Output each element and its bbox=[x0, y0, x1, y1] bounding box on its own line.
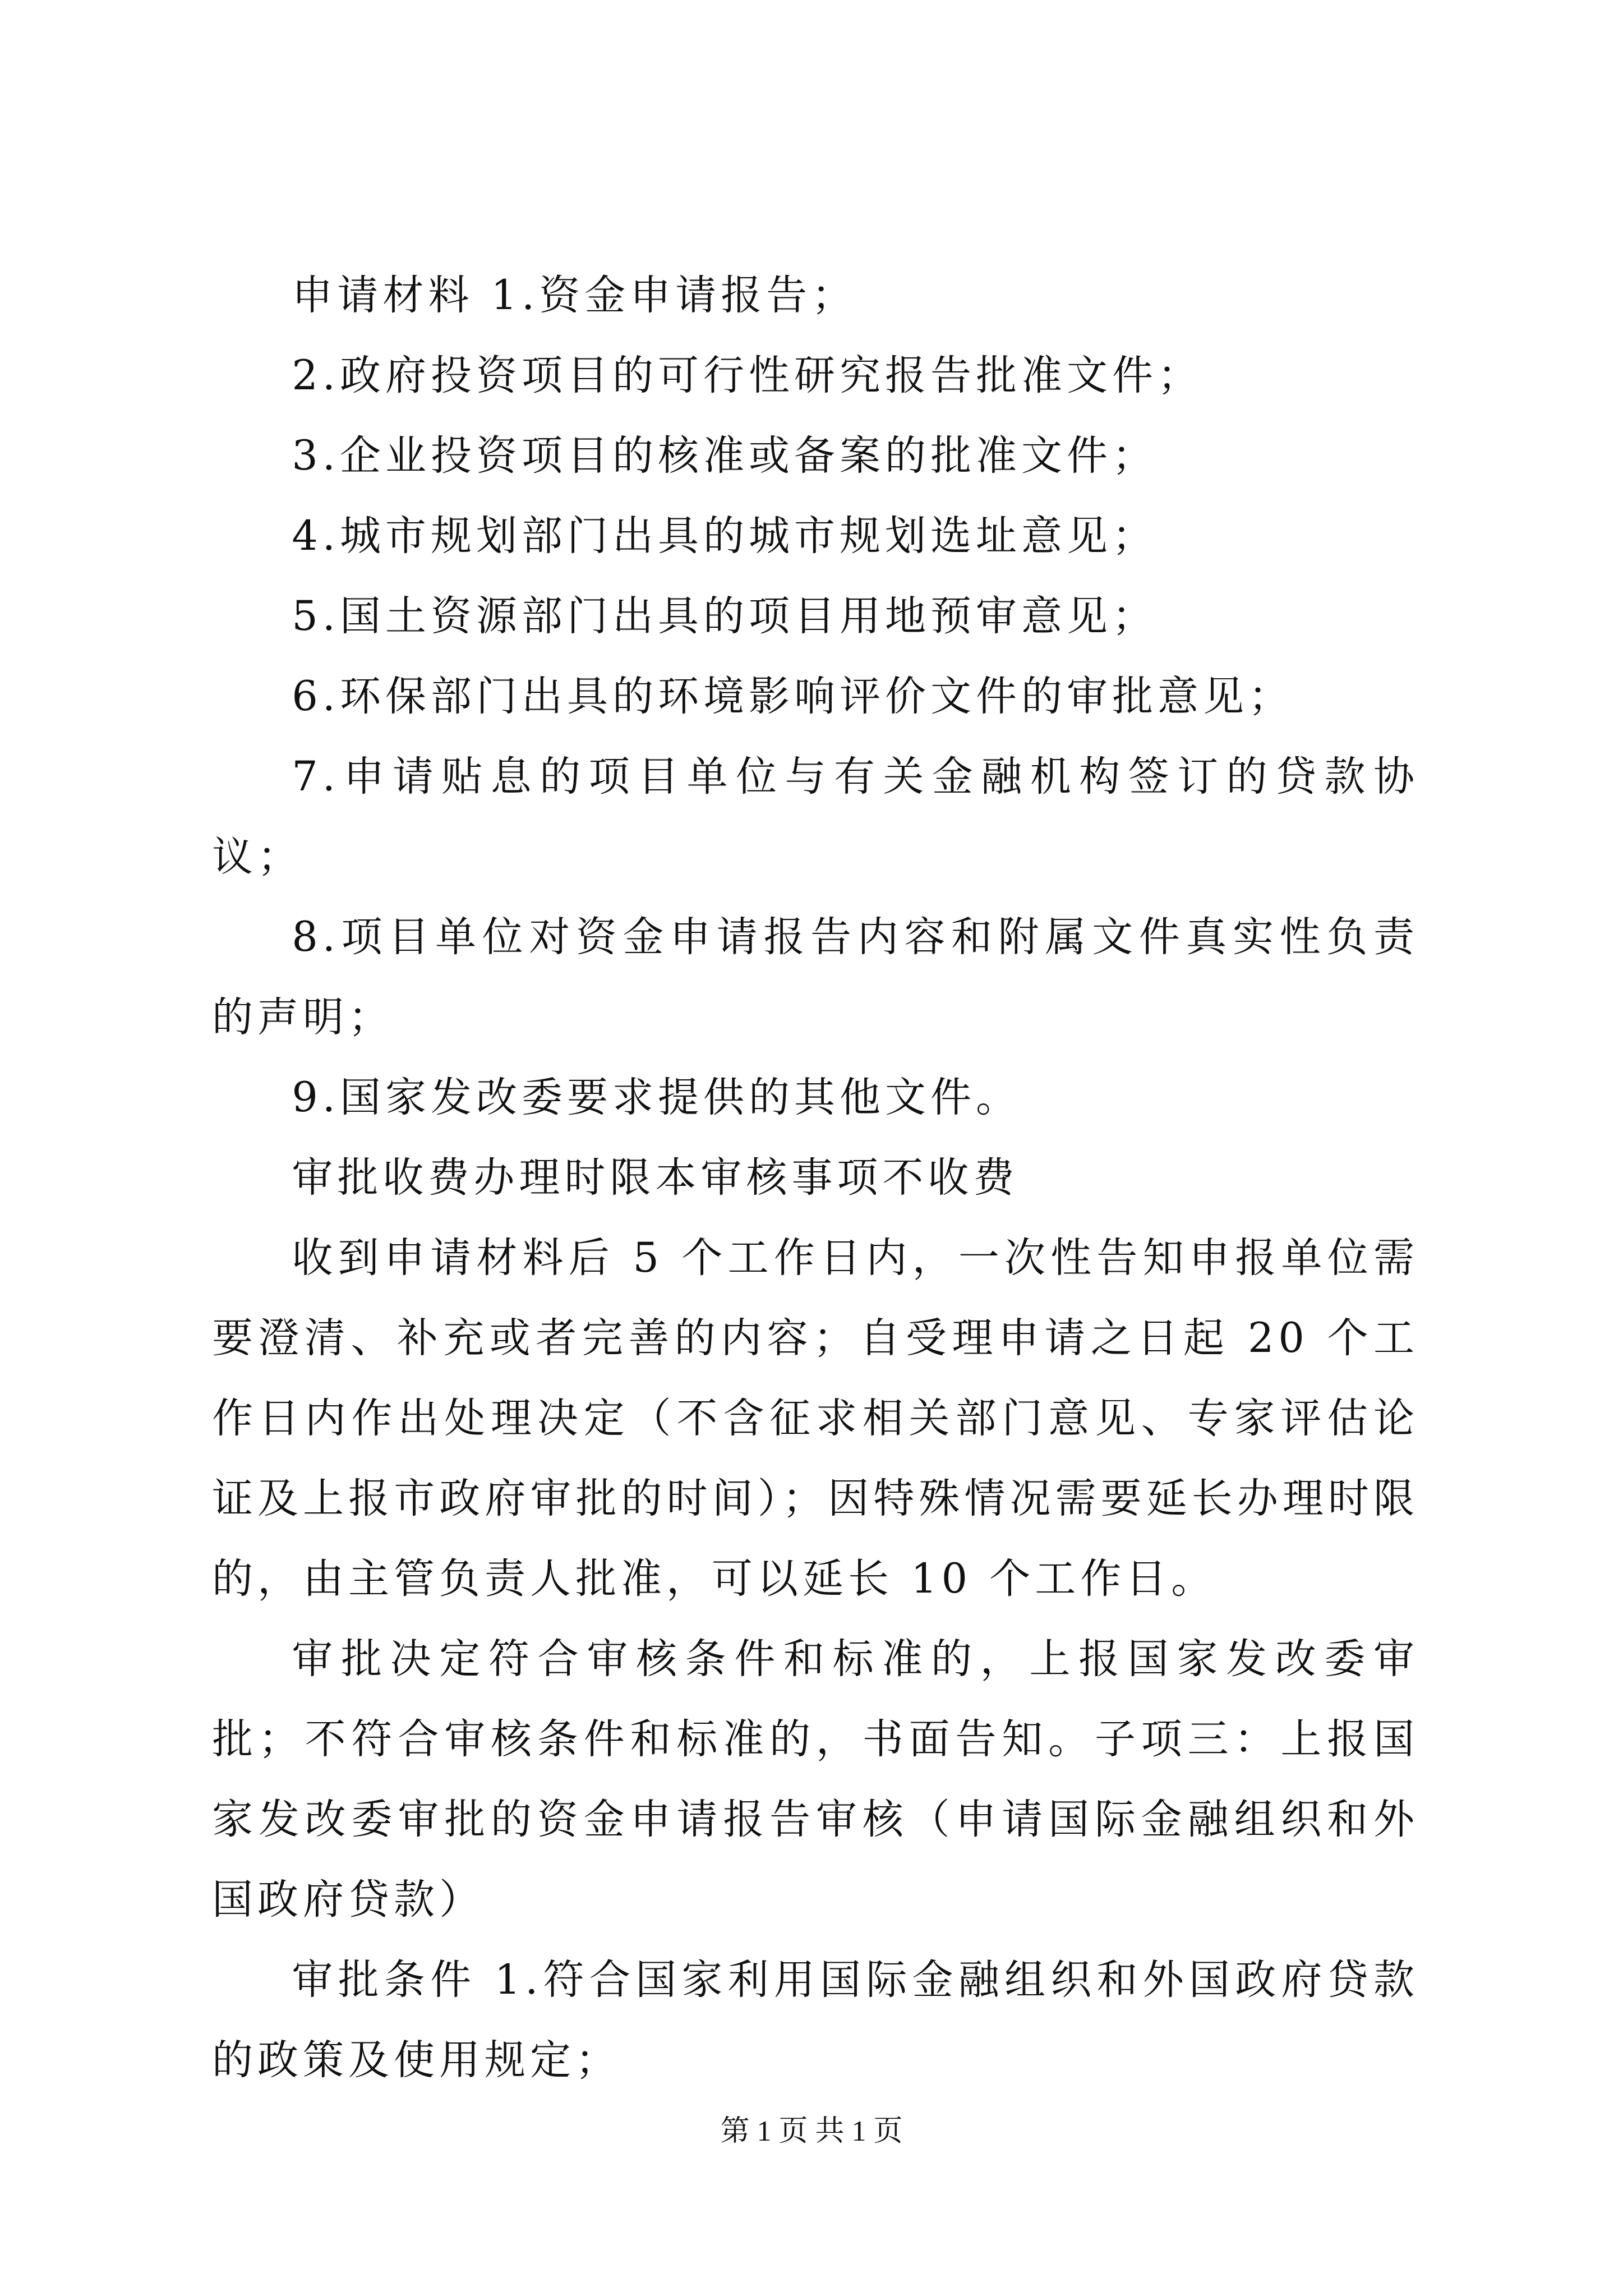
paragraph-fee: 审批收费办理时限本审核事项不收费 bbox=[292, 1154, 1019, 1202]
paragraph-materials-4: 4.城市规划部门出具的城市规划选址意见； bbox=[292, 512, 1158, 560]
document-body bbox=[212, 255, 1419, 2100]
page-footer: 第 1 页 共 1 页 bbox=[720, 2115, 903, 2147]
paragraph-decision: 审批决定符合审核条件和标准的，上报国家发改委审批；不符合审核条件和标准的，书面告知。子项三：上报国家发改委审批的资金申请报告审核（申请国际金融组织和外国政府贷款） bbox=[212, 1635, 1419, 1924]
paragraph-materials-1: 申请材料 1.资金申请报告； bbox=[292, 272, 857, 319]
paragraph-materials-9: 9.国家发改委要求提供的其他文件。 bbox=[292, 1074, 1021, 1121]
paragraph-materials-6: 6.环保部门出具的环境影响评价文件的审批意见； bbox=[292, 673, 1294, 720]
paragraph-materials-3: 3.企业投资项目的核准或备案的批准文件； bbox=[292, 432, 1158, 480]
paragraph-materials-5: 5.国土资源部门出具的项目用地预审意见； bbox=[292, 592, 1158, 640]
paragraph-materials-8: 8.项目单位对资金申请报告内容和附属文件真实性负责的声明； bbox=[212, 913, 1419, 1041]
paragraph-conditions: 审批条件 1.符合国家利用国际金融组织和外国政府贷款的政策及使用规定； bbox=[212, 1956, 1419, 2084]
paragraph-materials-2: 2.政府投资项目的可行性研究报告批准文件； bbox=[292, 352, 1203, 399]
paragraph-materials-7: 7.申请贴息的项目单位与有关金融机构签订的贷款协议； bbox=[212, 753, 1419, 881]
paragraph-time-limit: 收到申请材料后 5 个工作日内，一次性告知申报单位需要澄清、补充或者完善的内容；自受理申请之日起 20 个工作日内作出处理决定（不含征求相关部门意见、专家评估论证及上报市政府审批的时间）；因特殊情况需要延长办理时限的，由主管负责人批准，可以延长 10 个工作日。 bbox=[212, 1234, 1419, 1603]
